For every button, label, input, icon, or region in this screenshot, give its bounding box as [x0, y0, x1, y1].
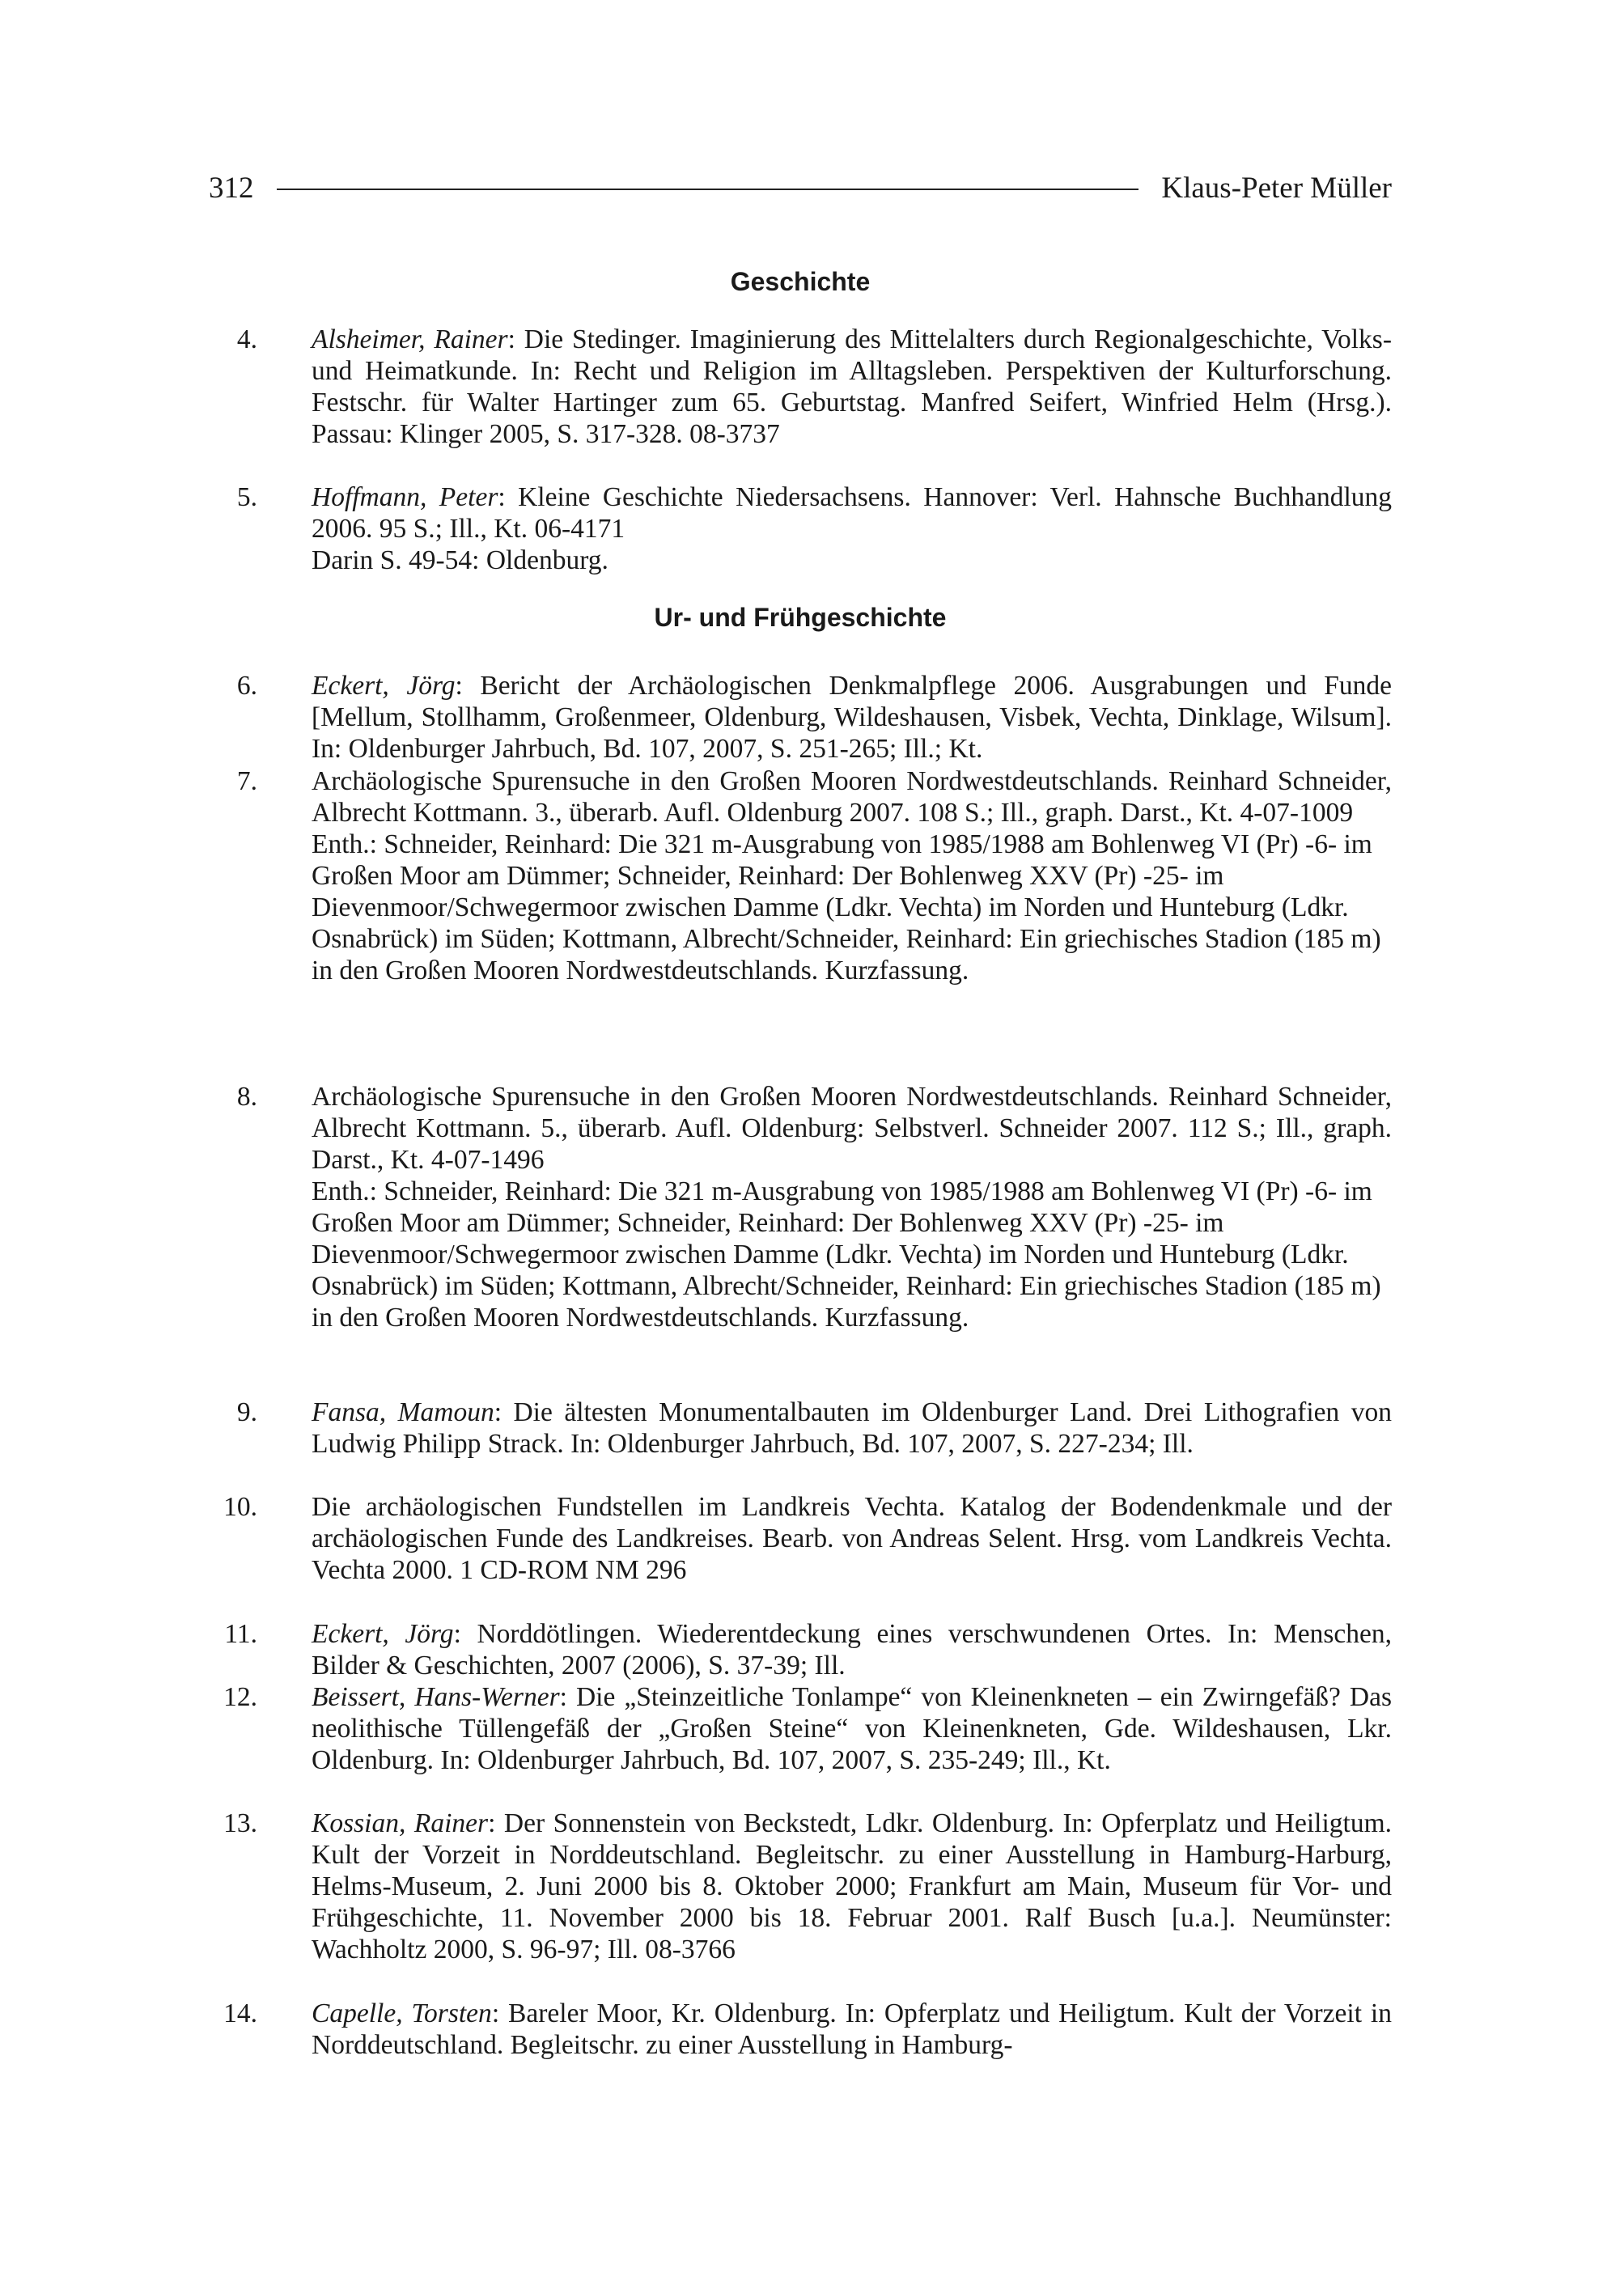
- entry-text: : Norddötlingen. Wiederentdeckung eines verschwundenen Ortes. In: Menschen, Bilder & Geschichten, 2007 (2006), S. 37-39; Ill.: [312, 1619, 1393, 1681]
- entry-number: 14.: [223, 1998, 257, 2028]
- bibliography-entry: [209, 765, 1392, 986]
- entry-body: [312, 1397, 1392, 1460]
- entry-number: 11.: [224, 1619, 257, 1649]
- bibliography-entry: [209, 1491, 1392, 1586]
- entry-body: [312, 1491, 1392, 1586]
- entry-body: [312, 324, 1392, 450]
- entry-body: [312, 765, 1392, 986]
- bibliography-entry: [209, 1808, 1392, 1965]
- entry-number: 8.: [236, 1082, 257, 1112]
- bibliography-entry: [209, 670, 1392, 765]
- entry-text: : Kleine Geschichte Niedersachsens. Hannover: Verl. Hahnsche Buchhandlung 2006. 95 S.; Ill., Kt. 06-4171: [312, 482, 1393, 544]
- header-rule: [277, 189, 1139, 190]
- entry-number: 12.: [223, 1682, 257, 1712]
- entry-note: Enth.: Schneider, Reinhard: Die 321 m-Ausgrabung von 1985/1988 am Bohlenweg VI (Pr) -6- im Großen Moor am Dümmer; Schneider, Reinhard: Der Bohlenweg XXV (Pr) -25- im Dievenmoor/Schwegermoor zwischen Damme (Ldkr. Vechta) im Norden und Hunteburg (Ldkr. Osnabrück) im Süden; Kottmann, Albrecht/Schneider, Reinhard: Ein griechisches Stadion (185 m) in den Großen Mooren Nordwestdeutschlands. Kurzfassung.: [312, 1176, 1381, 1333]
- entry-text: : Die Stedinger. Imaginierung des Mittelalters durch Regionalgeschichte, Volks- und Heimatkunde. In: Recht und Religion im Alltagsleben. Perspektiven der Kulturforschung. Festschr. für Walter Hartinger zum 65. Geburtstag. Manfred Seifert, Winfried Helm (Hrsg.). Passau: Klinger 2005, S. 317-328. 08-3737: [312, 324, 1392, 449]
- entry-author: Eckert, Jörg: [312, 671, 456, 701]
- running-head: Klaus-Peter Müller: [1161, 171, 1392, 205]
- entry-text: Archäologische Spurensuche in den Großen Mooren Nordwestdeutschlands. Reinhard Schneider, Albrecht Kottmann. 5., überarb. Aufl. Oldenburg: Selbstverl. Schneider 2007. 112 S.; Ill., graph. Darst., Kt. 4-07-1496: [312, 1082, 1392, 1175]
- entry-body: [312, 1998, 1392, 2061]
- bibliography-entry: [209, 1681, 1392, 1776]
- entry-author: Eckert, Jörg: [312, 1619, 454, 1649]
- entry-text: : Die ältesten Monumentalbauten im Oldenburger Land. Drei Lithografien von Ludwig Philipp Strack. In: Oldenburger Jahrbuch, Bd. 107, 2007, S. 227-234; Ill.: [312, 1397, 1392, 1459]
- entry-note: Darin S. 49-54: Oldenburg.: [312, 545, 608, 575]
- entry-body: [312, 1618, 1392, 1681]
- entry-text: : Bericht der Archäologischen Denkmalpflege 2006. Ausgrabungen und Funde [Mellum, Stollhamm, Großenmeer, Oldenburg, Wildeshausen, Visbek, Vechta, Dinklage, Wilsum]. In: Oldenburger Jahrbuch, Bd. 107, 2007, S. 251-265; Ill.; Kt.: [312, 671, 1392, 764]
- entry-note: Enth.: Schneider, Reinhard: Die 321 m-Ausgrabung von 1985/1988 am Bohlenweg VI (Pr) -6- im Großen Moor am Dümmer; Schneider, Reinhard: Der Bohlenweg XXV (Pr) -25- im Dievenmoor/Schwegermoor zwischen Damme (Ldkr. Vechta) im Norden und Hunteburg (Ldkr. Osnabrück) im Süden; Kottmann, Albrecht/Schneider, Reinhard: Ein griechisches Stadion (185 m) in den Großen Mooren Nordwestdeutschlands. Kurzfassung.: [312, 829, 1381, 985]
- entry-author: Fansa, Mamoun: [312, 1397, 494, 1427]
- entry-author: Capelle, Torsten: [312, 1998, 492, 2028]
- bibliography-entry: [209, 1618, 1392, 1681]
- section-heading: Ur- und Frühgeschichte: [654, 603, 947, 632]
- entry-number: 13.: [223, 1808, 257, 1838]
- entry-body: [312, 1808, 1392, 1965]
- entry-text: : Bareler Moor, Kr. Oldenburg. In: Opferplatz und Heiligtum. Kult der Vorzeit in Norddeutschland. Begleitschr. zu einer Ausstellung in Hamburg-: [312, 1998, 1392, 2060]
- bibliography-entry: [209, 1397, 1392, 1460]
- entry-number: 9.: [236, 1397, 257, 1427]
- entry-number: 10.: [223, 1492, 257, 1522]
- entry-body: [312, 670, 1392, 765]
- entry-text: Die archäologischen Fundstellen im Landkreis Vechta. Katalog der Bodendenkmale und der archäologischen Funde des Landkreises. Bearb. von Andreas Selent. Hrsg. vom Landkreis Vechta. Vechta 2000. 1 CD-ROM NM 296: [312, 1492, 1392, 1585]
- section-heading: Geschichte: [730, 267, 871, 296]
- entry-text: : Der Sonnenstein von Beckstedt, Ldkr. Oldenburg. In: Opferplatz und Heiligtum. Kult der Vorzeit in Norddeutschland. Begleitschr. zu einer Ausstellung in Hamburg-Harburg, Helms-Museum, 2. Juni 2000 bis 8. Oktober 2000; Frankfurt am Main, Museum für Vor- und Frühgeschichte, 11. November 2000 bis 18. Februar 2001. Ralf Busch [u.a.]. Neumünster: Wachholtz 2000, S. 96-97; Ill. 08-3766: [312, 1808, 1392, 1965]
- page-number: 312: [209, 171, 254, 205]
- entry-number: 7.: [236, 766, 257, 796]
- entry-body: [312, 1081, 1392, 1333]
- bibliography-entry: [209, 324, 1392, 450]
- entry-author: Alsheimer, Rainer: [312, 324, 508, 354]
- page-header: [209, 165, 1392, 210]
- entry-text: : Die „Steinzeitliche Tonlampe“ von Kleinenkneten – ein Zwirngefäß? Das neolithische Tüllengefäß der „Großen Steine“ von Kleinenkneten, Gde. Wildeshausen, Lkr. Oldenburg. In: Oldenburger Jahrbuch, Bd. 107, 2007, S. 235-249; Ill., Kt.: [312, 1682, 1392, 1775]
- entry-author: Kossian, Rainer: [312, 1808, 489, 1838]
- entry-number: 5.: [236, 482, 257, 512]
- entry-text: Archäologische Spurensuche in den Großen Mooren Nordwestdeutschlands. Reinhard Schneider, Albrecht Kottmann. 3., überarb. Aufl. Oldenburg 2007. 108 S.; Ill., graph. Darst., Kt. 4-07-1009: [312, 766, 1392, 828]
- entry-author: Beissert, Hans-Werner: [312, 1682, 560, 1712]
- entry-author: Hoffmann, Peter: [312, 482, 498, 512]
- entry-body: [312, 481, 1392, 576]
- bibliography-entry: [209, 481, 1392, 576]
- bibliography-entry: [209, 1998, 1392, 2061]
- entry-body: [312, 1681, 1392, 1776]
- entry-number: 6.: [236, 671, 257, 701]
- bibliography-entry: [209, 1081, 1392, 1333]
- entry-number: 4.: [236, 324, 257, 354]
